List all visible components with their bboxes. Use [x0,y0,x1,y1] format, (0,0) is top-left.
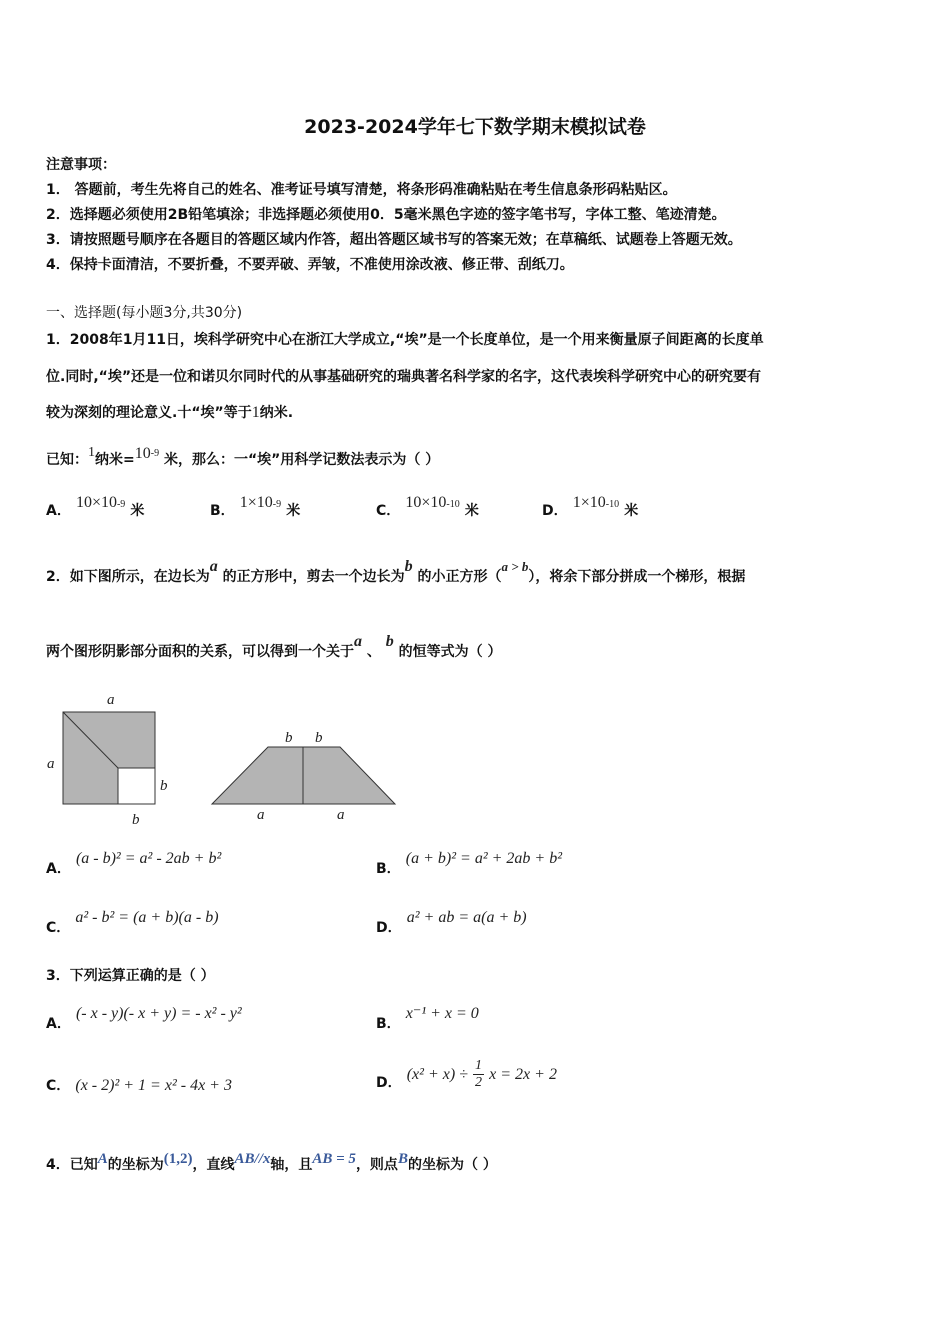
q1-given: 已知：1纳米$=10^{-9}$ 米，那么：一“埃”用科学记数法表示为（ ） [46,445,440,468]
tr-label-top-1: b [285,730,293,746]
q2-stem-line1: 2．如下图所示，在边长为a 的正方形中，剪去一个边长为b 的小正方形（a > b），将余下部分拼成一个梯形，根据 [46,558,746,585]
q3-option-d[interactable]: D． (x² + x) ÷ $\frac{1}{2}$ x = 2x + 2 [376,1058,557,1091]
q1-line3: 较为深刻的理论意义.十“埃”等于1纳米. [46,404,294,421]
notes-heading: 注意事项： [46,157,116,173]
square-figure [63,712,155,804]
q2-figure [40,686,410,828]
trapezoid-figure [212,747,395,804]
q3-option-b[interactable]: B． x⁻¹ + x = 0 [376,1005,479,1032]
q2-option-c[interactable]: C． a² - b² = (a + b)(a - b) [46,909,219,936]
tr-label-top-2: b [315,730,323,746]
q1-option-b[interactable]: B． $1\times 10^{-9}$ 米 [210,494,301,519]
notes-item: 4．保持卡面清洁，不要折叠，不要弄破、弄皱，不准使用涂改液、修正带、刮纸刀。 [46,257,574,273]
sq-label-left: a [47,756,55,772]
notes-item: 1． 答题前，考生先将自己的姓名、准考证号填写清楚，将条形码准确粘贴在考生信息条形码粘贴区。 [46,182,677,198]
q2-option-a[interactable]: A． (a - b)² = a² - 2ab + b² [46,850,222,877]
q1-line1: 1．2008年1月11日，埃科学研究中心在浙江大学成立,“埃”是一个长度单位，是一个用来衡量原子间距离的长度单 [46,332,764,348]
q1-line2: 位.同时,“埃”还是一位和诺贝尔同时代的从事基础研究的瑞典著名科学家的名字，这代表埃科学研究中心的研究要有 [46,369,762,385]
q3-option-a[interactable]: A． (- x - y)(- x + y) = - x² - y² [46,1005,242,1032]
section-heading: 一、选择题(每小题3分,共30分) [46,305,243,321]
q2-option-b[interactable]: B． (a + b)² = a² + 2ab + b² [376,850,562,877]
q2-option-d[interactable]: D． a² + ab = a(a + b) [376,909,527,936]
page-title: 2023-2024学年七下数学期末模拟试卷 [304,116,646,138]
q2-stem-line2: 两个图形阴影部分面积的关系，可以得到一个关于a 、 b 的恒等式为（ ） [46,633,502,660]
notes-item: 3．请按照题号顺序在各题目的答题区域内作答，超出答题区域书写的答案无效；在草稿纸、试题卷上答题无效。 [46,232,742,248]
notes-item: 2．选择题必须使用2B铅笔填涂；非选择题必须使用0．5毫米黑色字迹的签字笔书写，字体工整、笔迹清楚。 [46,207,726,223]
sq-label-right: b [160,778,168,794]
q4-stem: 4．已知A的坐标为(1,2)，直线AB//x轴，且AB = 5，则点B的坐标为（ ） [46,1151,497,1173]
tr-label-bottom-1: a [257,807,265,823]
sq-label-top: a [107,692,115,708]
tr-label-bottom-2: a [337,807,345,823]
fraction-one-half: $\frac{1}{2}$ [475,1058,483,1090]
sq-label-bottom: b [132,812,140,828]
q1-option-d[interactable]: D． $1\times 10^{-10}$ 米 [542,494,639,519]
q3-stem: 3．下列运算正确的是（ ） [46,968,215,984]
q1-option-a[interactable]: A． $10\times 10^{-9}$ 米 [46,494,145,519]
q1-option-c[interactable]: C． $10\times 10^{-10}$ 米 [376,494,479,519]
q3-option-c[interactable]: C． (x - 2)² + 1 = x² - 4x + 3 [46,1077,232,1094]
